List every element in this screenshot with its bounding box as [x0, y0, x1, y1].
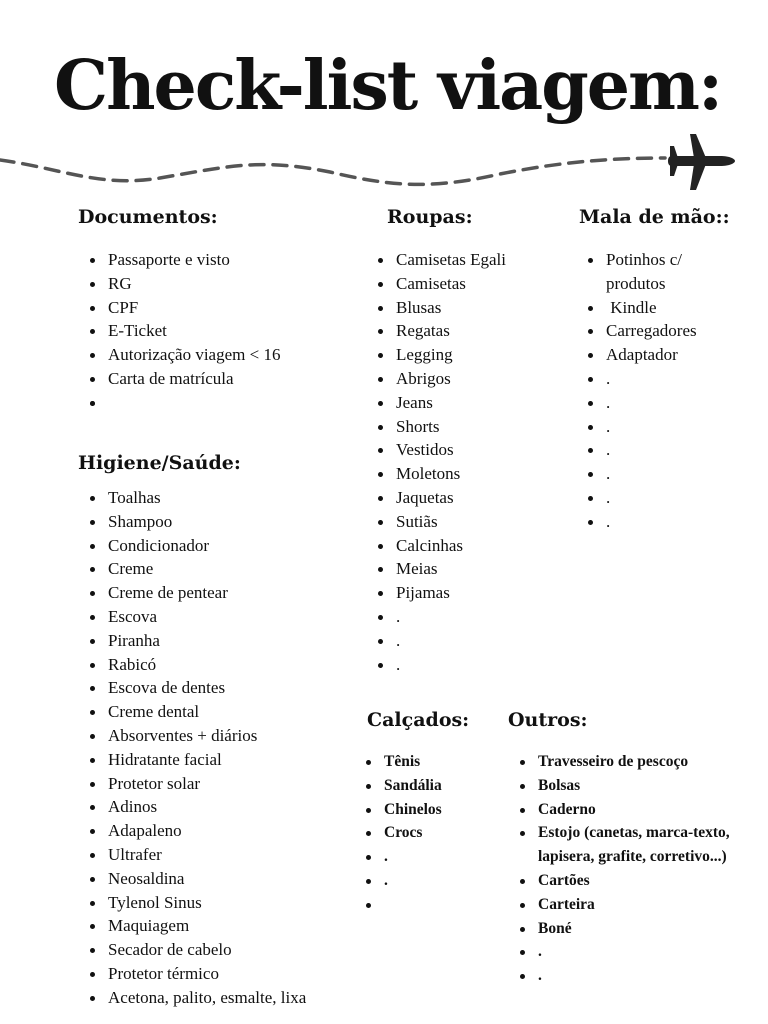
list-item: Tênis	[354, 750, 442, 774]
higiene-list	[78, 486, 306, 1010]
page-title: Check-list viagem:	[54, 46, 722, 126]
list-item: .	[576, 415, 726, 439]
list-item: Adinos	[78, 795, 306, 819]
list-item: Regatas	[366, 319, 506, 343]
list-item: Protetor solar	[78, 772, 306, 796]
list-item: Passaporte e visto	[78, 248, 280, 272]
calcados-list	[354, 750, 442, 893]
airplane-icon	[668, 132, 736, 192]
list-item: Boné	[508, 917, 738, 941]
list-item: Blusas	[366, 296, 506, 320]
calcados-section	[367, 708, 469, 732]
list-item: Legging	[366, 343, 506, 367]
list-item: Toalhas	[78, 486, 306, 510]
list-item: .	[354, 869, 442, 893]
list-item: .	[576, 367, 726, 391]
list-item: E-Ticket	[78, 319, 280, 343]
list-item: Calcinhas	[366, 534, 506, 558]
list-item: Shampoo	[78, 510, 306, 534]
list-item: Piranha	[78, 629, 306, 653]
list-item: Jaquetas	[366, 486, 506, 510]
list-item: .	[508, 964, 738, 988]
list-item: Hidratante facial	[78, 748, 306, 772]
list-item: Creme de pentear	[78, 581, 306, 605]
list-item: Creme dental	[78, 700, 306, 724]
list-item: Rabicó	[78, 653, 306, 677]
list-item: Vestidos	[366, 438, 506, 462]
list-item: Adaptador	[576, 343, 726, 367]
dashed-flight-path-icon	[0, 128, 768, 198]
list-item: CPF	[78, 296, 280, 320]
list-item: Camisetas	[366, 272, 506, 296]
list-item: RG	[78, 272, 280, 296]
list-item: Tylenol Sinus	[78, 891, 306, 915]
list-item: Travesseiro de pescoço	[508, 750, 738, 774]
documentos-list	[78, 248, 280, 391]
list-item: Meias	[366, 557, 506, 581]
list-item: Cartões	[508, 869, 738, 893]
list-item: .	[576, 486, 726, 510]
list-item: Camisetas Egali	[366, 248, 506, 272]
documentos-heading: Documentos:	[78, 206, 218, 228]
list-item: Abrigos	[366, 367, 506, 391]
list-item: Shorts	[366, 415, 506, 439]
list-item: Adapaleno	[78, 819, 306, 843]
list-item: Condicionador	[78, 534, 306, 558]
higiene-heading: Higiene/Saúde:	[78, 452, 241, 474]
list-item: Moletons	[366, 462, 506, 486]
list-item: Protetor térmico	[78, 962, 306, 986]
roupas-heading: Roupas:	[387, 206, 473, 228]
mala-heading: Mala de mão::	[579, 206, 730, 228]
list-item: Absorventes + diários	[78, 724, 306, 748]
list-item: Kindle	[576, 296, 726, 320]
list-item: Bolsas	[508, 774, 738, 798]
list-item: Maquiagem	[78, 914, 306, 938]
list-item: .	[576, 462, 726, 486]
list-item: Escova de dentes	[78, 676, 306, 700]
list-item: Autorização viagem < 16	[78, 343, 280, 367]
list-item: .	[366, 653, 506, 677]
list-item: Escova	[78, 605, 306, 629]
outros-list	[508, 750, 738, 988]
list-item: Caderno	[508, 798, 738, 822]
list-item: .	[576, 510, 726, 534]
list-item: Ultrafer	[78, 843, 306, 867]
list-item: Pijamas	[366, 581, 506, 605]
mala-section	[579, 205, 730, 229]
list-item: .	[508, 940, 738, 964]
list-item: Carta de matrícula	[78, 367, 280, 391]
higiene-section	[78, 451, 241, 475]
mala-list	[576, 248, 726, 534]
list-item: Potinhos c/ produtos	[576, 248, 726, 296]
list-item: Sandália	[354, 774, 442, 798]
list-item: .	[576, 391, 726, 415]
list-item: .	[366, 605, 506, 629]
list-item: Carteira	[508, 893, 738, 917]
list-item: .	[576, 438, 726, 462]
list-item: .	[354, 845, 442, 869]
list-item: Neosaldina	[78, 867, 306, 891]
list-item: .	[366, 629, 506, 653]
roupas-section	[387, 205, 473, 229]
list-item: Estojo (canetas, marca-texto, lapisera, grafite, corretivo...)	[508, 821, 738, 869]
list-item: Chinelos	[354, 798, 442, 822]
outros-section	[508, 708, 588, 732]
calcados-heading: Calçados:	[367, 709, 470, 731]
list-item: Secador de cabelo	[78, 938, 306, 962]
documentos-section	[78, 205, 218, 229]
roupas-list	[366, 248, 506, 676]
list-item: Sutiãs	[366, 510, 506, 534]
list-item: Acetona, palito, esmalte, lixa	[78, 986, 306, 1010]
list-item: Crocs	[354, 821, 442, 845]
list-item: Jeans	[366, 391, 506, 415]
list-item: Carregadores	[576, 319, 726, 343]
outros-heading: Outros:	[508, 709, 588, 731]
list-item: Creme	[78, 557, 306, 581]
